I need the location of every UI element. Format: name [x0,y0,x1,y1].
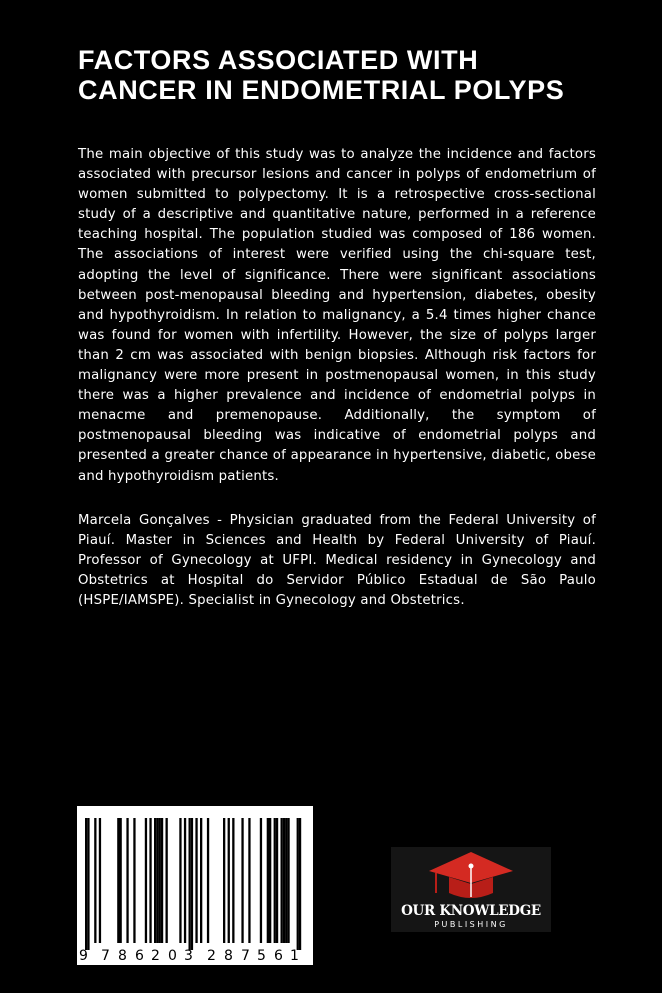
barcode-bar [120,818,122,943]
book-title: FACTORS ASSOCIATED WITH CANCER IN ENDOMETRIAL POLYPS [78,45,565,105]
barcode-bar [85,818,87,950]
barcode-bar [276,818,278,943]
barcode-digit: 9 [79,948,88,964]
abstract-text: The main objective of this study was to analyze the incidence and factors associated with precursor lesions and cancer in polyps of endometrium of women submitted to polypectomy. It is a retrospective cross-sectional study of a descriptive and quantitative nature, performed in a reference teaching hospital. The population studied was composed of 186 women. The associations of interest were verified using the chi-square test, adopting the level of significance. There were significant associations between post-menopausal bleeding and hypertension, diabetes, obesity and hypothyroidism. In relation to malignancy, a 5.4 times higher chance was found for women with infertility. However, the size of polyps larger than 2 cm was associated with benign biopsies. Although risk factors for malignancy were more present in postmenopausal women, in this study there was a higher prevalence and incidence of endometrial polyps in menacme and premenopause. Additionally, the symptom of postmenopausal bleeding was indicative of endometrial polyps and presented a greater chance of appearance in hypertensive, diabetic, obese and hypothyroidism patients. [78,147,596,484]
barcode-bar [260,818,262,943]
author-bio: Marcela Gonçalves - Physician graduated from the Federal University of Piauí. Master in Sciences and Health by Federal University of Piauí. Professor of Gynecology at UFPI. Medical residency in Gynecology and Obstetrics at Hospital do Servidor Público Estadual de São Paulo (HSPE/IAMSPE). Specialist in Gynecology and Obstetrics. [78,513,596,609]
barcode-bar [159,818,161,943]
barcode-bar [166,818,168,943]
barcode-bar [241,818,243,943]
isbn-barcode [77,806,313,965]
barcode-bar [191,818,193,950]
barcode-bar [161,818,163,943]
barcode-bar [207,818,209,943]
barcode-bar [267,818,269,943]
publisher-sub: PUBLISHING [434,920,508,929]
barcode-digit: 7 [101,948,110,964]
barcode-digit: 1 [290,948,299,964]
barcode-bar [179,818,181,943]
barcode-bar [154,818,156,943]
barcode-bars [77,806,313,965]
barcode-bar [223,818,225,943]
barcode-bar [269,818,271,943]
barcode-bar [133,818,135,943]
barcode-bar [299,818,301,950]
barcode-digit: 6 [135,948,144,964]
barcode-digit: 2 [151,948,160,964]
barcode-bar [149,818,151,943]
barcode-bar [283,818,285,943]
barcode-bar [195,818,197,943]
barcode-digit: 6 [274,948,283,964]
graduation-cap-icon [391,847,551,903]
barcode-digit: 8 [118,948,127,964]
barcode-bar [189,818,191,950]
barcode-bar [285,818,287,943]
barcode-digit: 8 [224,948,233,964]
barcode-digit: 3 [184,948,193,964]
publisher-name: OUR KNOWLEDGE [401,903,541,919]
barcode-bar [232,818,234,943]
barcode-bar [99,818,101,943]
barcode-bar [228,818,230,943]
barcode-bar [248,818,250,943]
barcode-digit: 5 [257,948,266,964]
barcode-bar [200,818,202,943]
barcode-bar [287,818,289,943]
barcode-bar [184,818,186,943]
barcode-bar [117,818,119,943]
barcode-bar [94,818,96,943]
barcode-digit: 7 [241,948,250,964]
barcode-bar [297,818,299,950]
publisher-logo [391,847,551,932]
barcode-bar [145,818,147,943]
barcode-bar [156,818,158,943]
barcode-bar [87,818,89,950]
barcode-bar [274,818,276,943]
barcode-digit: 0 [168,948,177,964]
barcode-digit: 2 [207,948,216,964]
barcode-bar [281,818,283,943]
barcode-bar [126,818,128,943]
